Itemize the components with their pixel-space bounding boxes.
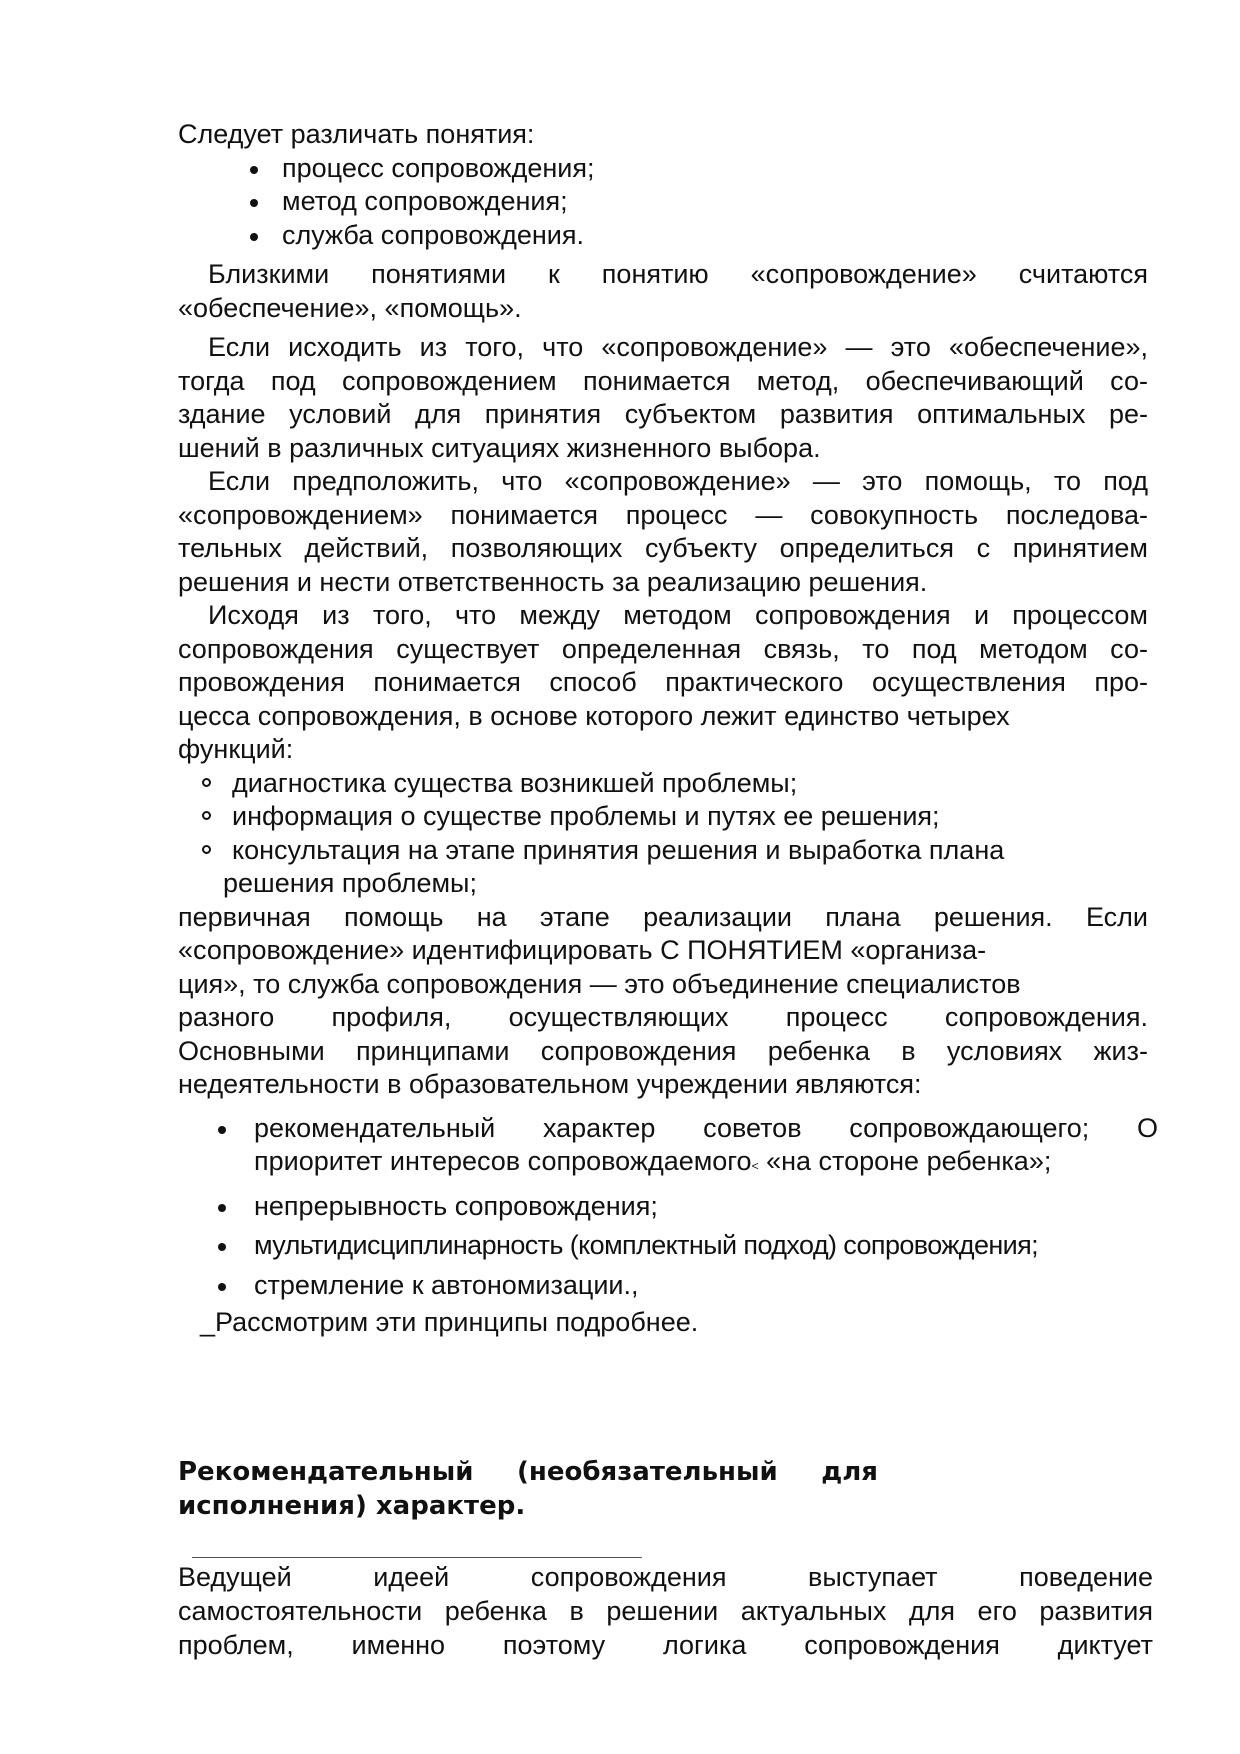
text-line: Если предположить, что «сопровождение» — это помощь, то под [208,466,1148,496]
concept-label: процесс сопровождения; [282,152,595,183]
list-item [178,1229,1148,1263]
text-line: цесса сопровождения, в основе которого лежит единство четырех [178,700,1010,731]
text-line: сопровождения существует определенная связь, то под методом со- [178,633,1148,664]
principles-list [178,1112,1158,1303]
text-line: решения и нести ответственность за реализацию решения. [178,566,928,597]
list-item [178,767,1148,801]
concept-label: служба сопровождения. [282,219,584,250]
paragraph-2 [178,331,1148,465]
text-line: разного профиля, осуществляющих процесс сопровождения. [178,1002,1148,1032]
principle-label: рекомендательный характер советов сопровождающего; О [254,1112,1158,1143]
paragraph-6 [178,1560,1153,1662]
paragraph-4 [178,599,1148,767]
heading-line: исполнения) характер. [178,1491,526,1521]
concept-label: метод сопровождения; [282,186,568,216]
footnote-mark: < [751,1159,759,1173]
text-line: «сопровождение» идентифицировать С ПОНЯТИЕМ «организа- [178,935,987,965]
text-line: функций: [178,734,294,764]
function-label: диагностика существа возникшей проблемы; [232,767,798,798]
list-item [178,1112,1158,1146]
intro-text: Следует различать понятия: [178,119,535,149]
text-line: здание условий для принятия субъектом развития оптимальных ре- [178,399,1148,429]
list-item [178,219,1148,253]
paragraph-3 [178,465,1148,599]
text-line: первичная помощь на этапе реализации плана решения. Если [178,901,1148,932]
text-line: «обеспечение», «помощь». [178,292,522,323]
list-item [178,800,1148,834]
text-line: самостоятельности ребенка в решении актуальных для его развития [178,1596,1153,1626]
function-label: консультация на этапе принятия решения и выработка плана [232,834,1005,865]
list-item [178,1269,1148,1303]
text-line: ция», то служба сопровождения — это объединение специалистов [178,968,1021,999]
text-line: Исходя из того, что между методом сопровождения и процессом [208,600,1148,630]
list-item [178,152,1148,186]
consider-text: _Рассмотрим эти принципы подробнее. [200,1307,699,1337]
principle-label: мультидисциплинарность (комплектный подход) сопровождения; [254,1230,1039,1260]
principle-label: стремление к автономизации., [254,1269,639,1300]
section-heading [178,1455,878,1523]
divider [192,1557,642,1558]
text-line: «сопровождением» понимается процесс — совокупность последова- [178,499,1148,530]
text-line: Основными принципами сопровождения ребенка в условиях жиз- [178,1035,1148,1066]
text-line: тогда под сопровождением понимается метод, обеспечивающий со- [178,365,1148,396]
heading-line: Рекомендательный (необязательный для [178,1457,878,1487]
function-label: информация о существе проблемы и путях ее решения; [232,801,940,831]
function-continuation: решения проблемы; [223,868,477,898]
list-item [178,834,1148,868]
text-line: недеятельности в образовательном учреждении являются: [178,1069,922,1099]
text-line: Ведущей идеей сопровождения выступает поведение [178,1562,1153,1592]
text-line: шений в различных ситуациях жизненного выбора. [178,432,821,463]
paragraph-5 [178,901,1148,1102]
text-line: Близкими понятиями к понятию «сопровождение» считаются [208,259,1148,289]
principle-label: непрерывность сопровождения; [254,1190,658,1221]
text-line: провождения понимается способ практического осуществления про- [178,667,1148,697]
principle-label: «на стороне ребенка»; [758,1146,1052,1176]
text-line: Если исходить из того, что «сопровождение» — это «обеспечение», [208,332,1148,362]
list-item [178,1190,1148,1224]
principle-label: приоритет интересов сопровождаемого [254,1146,752,1176]
list-item-continuation [178,1145,1148,1184]
document-body [178,118,1158,1340]
paragraph-1 [178,258,1148,325]
text-line: проблем, именно поэтому логика сопровождения диктует [178,1630,1153,1660]
text-line: тельных действий, позволяющих субъекту определиться с принятием [178,533,1148,563]
list-item [178,185,1148,219]
